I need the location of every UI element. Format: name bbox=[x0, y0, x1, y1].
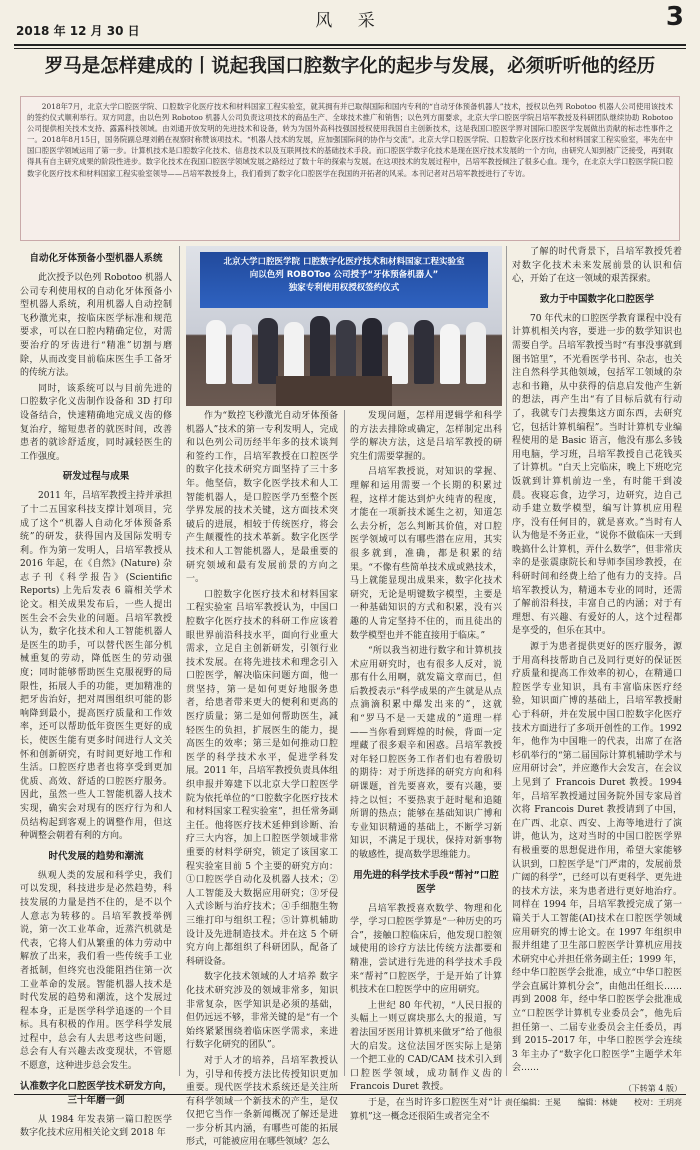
paragraph: 了解的时代背景下，吕培军教授凭着对数字化技术未来发展前景的认识和信心，开始了在这一领域的艰苦探索。 bbox=[512, 247, 682, 285]
signing-table bbox=[276, 376, 392, 406]
subheading: 自动化牙体预备小型机器人系统 bbox=[29, 253, 163, 264]
designer-credit: 编辑：林婕 bbox=[577, 1098, 618, 1107]
issue-date: 2018 年 12 月 30 日 bbox=[16, 24, 140, 38]
paragraph: 从 1984 年发表第一篇口腔医学数字化技术应用相关论文到 2018 年 bbox=[20, 1114, 172, 1139]
person-figure bbox=[336, 320, 356, 384]
column-3 bbox=[350, 410, 502, 1122]
banner-line: 向以色列 ROBOToo 公司授予“牙体预备机器人” bbox=[249, 270, 439, 280]
intro-box: 2018年7月，北京大学口腔医学院、口腔数字化医疗技术和材料国家工程实验室，就其拥有并已取得国际和国内专利的“自动牙体预备机器人”技术，授权以色列 Robotoo 机器人公司使用该技术的签约仪式顺利举行。双方同意，由以色列 Robotoo 机器人公司负责这项技术的商品生产、全球技术推广和销售；以色列方面要求，北京大学口腔医学院吕培军教授及科研团队继续协助 Robotoo 公司提供相关技术支持、露露科技领域。由刘通开放发明的先进技术和设备，转为为国外高科技强国授权使用我国自主创新技术，这是我国口腔医学界对国际口腔医学发展做出贡献的标志性事件之一。2018年8月15日，国务院副总理刘鹤在视察时称赞该项技术。“机器人技术的发展，应加强国际间的协作与交流”。北京大学口腔医学院、口腔数字化医疗技术和材料国家工程实验室，率先在中国口腔医学领域运用了第一步。计算机技术是口腔数字化技术、信息技术以及互联网技术的基础技术手段。而口腔医学数字化技术是现在医疗技术发展的一个方向，由研究人知到被广泛接受，再到取得具有自主研究成果的阶段性进步。数字化技术在我国口腔医学领域发展之路经过了数十年的探索与发展。在这项技术的发展过程中，吕培军教授倾注了很多心血。现今，在北京大学口腔医学院口腔数字化医疗技术和材料国家工程实验室领导——吕培军教授身上，我们看到了数字化口腔医学在我国的开拓者的风采。本刊记者对吕培军教授进行了专访。 bbox=[20, 96, 680, 241]
header-rule bbox=[14, 44, 686, 46]
paragraph: 数字化技术领域的人才培养 数字化技术研究涉及的领域非常多，知识非常复杂，医学知识是必须的基础，但仍远远不够，非常关键的是“有一个始终紧紧围绕着临床医学需求，来进行数字化研究的团队”。 bbox=[186, 972, 338, 1051]
proofreader-credit: 校对：王玥亮 bbox=[634, 1098, 682, 1107]
credits bbox=[491, 1097, 682, 1108]
paragraph: 2011 年，吕培军教授主持并承担了十二五国家科技支撑计划项目，完成了这个“机器人自动化牙体预备系统”的研发，获得国内及国际发明专利。作为第一发明人，吕培军教授从 2016 年起，在《自然》(Nature) 杂志子刊《科学报告》(Scientific Reports) 上先后发表 6 篇相关学术论文。相关成果发布后，一些人提出医生会不会失业的问题。吕培军教授认为，数字化技术和人工智能机器人是医生的助手，可以替代医生部分机械重复的劳动，降低医生的劳动强度；同时能够帮助医生克服视野的局限性，拓展人手的功能，更加精准的把牙齿治好，把对周围组织可能的影响降到最小，提高医疗质量和工作效率，还可以帮助低年资医生更好的成长，使医生能有更多时间进行人文关怀和创新研究，有时间更好地工作和生活。口腔医疗患者也将享受到更加优质、高效、舒适的口腔医疗服务。因此，虽然一些人工智能机器人技术实现，确实会对现有的医疗行为和人员结构起到客观上的调整作用，但这种调整会朝着有利的方向。 bbox=[20, 491, 172, 842]
paragraph: 源于为患者提供更好的医疗服务，源于用高科技帮助自己及同行更好的保证医疗质量和提高工作效率的初心，在精通口腔医学专业知识，具有丰富临床医疗经验，知识面广博的基础上，吕培军教授耐心于科研，并在发展中国口腔数字化医疗技术方面进行了多项开创性的工作。1992 年，他作为中国唯一的代表，出席了在洛杉矶举行的“第二届国际计算机辅助学术与应用研讨会”，并应邀作大会发言，在会议上见到了 Francois Duret 教授。1994 年，吕培军教授通过国务院外国专家局首次将 Francois Duret 教授请到了中国，在广西、北京、西安、上海等地进行了演讲，他认为，这对当时的中国口腔医学界有极重要的思想促进作用，希望大家能够认识到，口腔医学是“门严肃的，发展前景广阔的科学”，已经可以有更科学、更先进的技术方法，来为患者进行更好地治疗。同样在 1994 年，吕培军教授完成了第一篇关于人工智能(AI)技术在口腔医学领域应用研究的博士论文。在 1997 年组织申报并组建了卫生部口腔医学计算机应用技术研究中心并担任常务副主任；1999 年，经中华口腔医学会批准，成立“中华口腔医学会直属计算机分会”，由他出任组长……再到 2008 年，经中华口腔医学会批准成立“口腔医学计算机专业委员会”，他先后担任第一、二届专业委员会主任委员，再到 2015–2017 年，中华口腔医学会连续 3 年主办了“数字化口腔医学”主题学术年会…… bbox=[512, 642, 682, 1074]
person-figure bbox=[388, 322, 408, 384]
editor-credit: 责任编辑：王冕 bbox=[504, 1098, 561, 1107]
subheading: 时代发展的趋势和潮流 bbox=[48, 850, 144, 862]
paragraph: “所以我当初进行数字和计算机技术应用研究时，也有很多人反对，说那有什么用啊，就发篇文章而已，但后教授表示“科学成果的产生就是从点点滴滴积累中爆发出来的”，这就和“罗马不是一天建成的”道理一样——当你看到辉煌的时候，背面一定埋藏了很多艰辛和困惑。吕培军教授对年轻口腔医务工作者们也有着殷切的期待：对于所选择的研究方向和科研课题，首先要喜欢，要有兴趣，要持之以恒；不要热衷于赶时髦和追随所谓的热点；能够在基础知识广博和专业知识精通的基础上，不断学习新知识，不满足于现状，保持对新事物的敏感性，提高数学思维能力。 bbox=[350, 646, 502, 860]
paragraph: 上世纪 80 年代初，“人民日报的头幅上一则豆腐块那么大的报道，写着法国牙医用计算机来做牙”给了他很大的启发。这位法国牙医实际上是第一个把工业的 CAD/CAM 技术引入到口腔医学领域，成功制作义齿的 Francois Duret 教授。 bbox=[350, 1000, 502, 1093]
column-4 bbox=[512, 246, 682, 1076]
paragraph: 70 年代末的口腔医学教育课程中没有计算机相关内容，要进一步的数学知识也需要自学。吕培军教授当时“有事没事就到图书馆里”，不光看医学书刊、杂志，也关注自然科学其他领域，包括军工领域的杂志和书籍，从中获得的信息启发他产生新的想法，再产生出“有了目标后就有行动了，我就专门去搜集这方面东西，去研究它，包括计算机编程”。当时计算机专业编程使用的是 Basic 语言，他没有那么多钱用电脑，学习班，吕培军教授自己花钱买了计算机。“白天上完临床，晚上下班吃完饭就到计算机前边一坐，有时能干到凌晨。夜寝忘食，边学习，边研究，边自己动手建立数学模型，编写计算机应用程序，没有任何目的，就是喜欢。”当时有人认为他是不务正业，“说你不做临床一天到晚搞什么计算机，弄什么数学”，但非常庆幸的是张震康院长和导师李国珍教授，在科研时间和经费上给了他有力的支持。吕培军教授认为，精通本专业的同时，还需了解前沿科技，丰富自己的内涵；对于有理想、有兴趣、有爱好的人，这个过程都是享受的，但乐在其中。 bbox=[512, 313, 682, 637]
person-figure bbox=[206, 320, 226, 384]
paragraph: 纵观人类的发展和科学史，我们可以发现，科技进步是必然趋势，科技发展的力量是挡不住的，是不以个人意志为转移的。吕培军教授举例说，第一次工业革命，近蒸汽机就是代表，它将人们从繁重的体力劳动中解放了出来，我们看一些传统手工业者抵制，但终究也没能阻挡住第一次工业革命的发展。智能机器人技术是时代发展的趋势和潮流，这个发展过程本身，正是医学科学追逐的一个目标。具有积极的作用。医学科学发展过程中，总会有人去思考这些问题，总会有人有兴趣去改变现状，不管愿不愿意，这种进步总会发生。 bbox=[20, 870, 172, 1072]
paragraph: 此次授予以色列 Robotoo 机器人公司专利使用权的自动化牙体预备小型机器人系统，利用机器人自动控制飞秒激光束，按临床医学标准和规范要求，可以在口腔内精确定位，对需要治疗的牙齿进行“精准”切割与磨除，从而改变目前临床医生手工备牙的传统方法。 bbox=[20, 273, 172, 379]
person-figure bbox=[310, 316, 330, 384]
paragraph: 口腔数字化医疗技术和材料国家工程实验室 吕培军教授认为，中国口腔数字化医疗技术的科研工作应该着眼世界前沿科技水平，面向行业重大需求，立足自主创新研发，引领行业技术发展。在将先进技术和理念引入口腔医学，解决临床问题方面，他一贯坚持，第一是如何更好地服务患者，给患者带来更大的便利和更高的医疗质量；第二是如何帮助医生，减轻医生的负担，扩展医生的能力，提高医生的效率；第三是如何推动口腔医学的科学技术水平，促进学科发展。2011 年，吕培军教授负责具体组织申报并筹建下以北京大学口腔医学院为依托单位的“口腔数字化医疗技术和材料国家工程实验室”，担任常务副主任。他将医疗技术延伸到诊断、治疗三大内容，加上口腔医学领域非常重要的材料学研究，锁定了该国家工程实验室目前 5 个主要的研究方向：①口腔医学自动化及机器人技术；②人工智能及大数据应用研究；③牙侵入式诊断与治疗技术；④手细胞生物三维打印与组织工程；⑤计算机辅助设计及先进制造技术。并在这 5 个研究方向上都组织了科研团队，配备了科研设备。 bbox=[186, 589, 338, 967]
headline: 罗马是怎样建成的丨说起我国口腔数字化的起步与发展，必须听听他的经历 bbox=[44, 56, 656, 77]
continued-note: （下转第 4 版） bbox=[623, 1084, 682, 1093]
column-1 bbox=[20, 246, 173, 1139]
section-name: 风 采 bbox=[315, 11, 385, 31]
photo-banner bbox=[200, 252, 488, 308]
subheading: 认准数字化口腔医学技术研发方向，三十年磨一剑 bbox=[20, 1080, 173, 1106]
person-figure bbox=[414, 320, 434, 384]
page-number: 3 bbox=[665, 2, 684, 32]
paragraph: 作为“数控飞秒激光自动牙体预备机器人”技术的第一专利发明人，完成和以色列公司历经半年多的技术谈判和签约工作，吕培军教授在口腔医学的数字化技术研究方面坚持了三十多年。他坚信，数字化医学技术和人工智能机器人，是口腔医学乃至整个医学界发展的技术关键，这方面技术突破后的进展，相较于传统医疗，将会产生颠覆性的技术革新。数字化医学技术和人工智能机器人，是最重要的研究领域和最有发展前景的方向之一。 bbox=[186, 411, 338, 585]
banner-line: 独家专利使用权授权签约仪式 bbox=[288, 283, 400, 293]
subheading: 研发过程与成果 bbox=[62, 471, 130, 483]
page-header bbox=[14, 0, 686, 46]
paragraph: 于是，在当时许多口腔医生对“计算机”这一概念还很陌生或者完全不 bbox=[350, 1097, 502, 1122]
signing-ceremony-photo bbox=[186, 246, 502, 406]
column-divider bbox=[344, 410, 345, 1076]
person-figure bbox=[232, 324, 252, 384]
column-divider bbox=[179, 246, 180, 1076]
person-figure bbox=[284, 322, 304, 384]
paragraph: 吕培军教授喜欢数学、物理和化学，学习口腔医学算是“一种历史的巧合”，接触口腔临床后，他发现口腔领域使用的诊疗方法比传统方法都要和精准，尝试进行先进的科学技术手段来“帮衬”口腔医学，于是开始了计算机技术在口腔医学中的应用研究。 bbox=[350, 903, 502, 996]
paragraph: 发现问题，怎样用逻辑学和科学的方法去排除或确定，怎样制定出科学的解决方法，这是吕培军教授的研究生们需要掌握的。 bbox=[350, 411, 502, 462]
paragraph: 吕培军教授说，对知识的掌握、理解和运用需要一个长期的积累过程，这样才能达到炉火纯青的程度，才能在一项新技术诞生之初，知道怎么去分析，怎么判断其价值，对口腔医学领域可以有哪些潜在应用，其实很多就到，准确，都是积累的结果。“不像有些简单技术成或熟技术，马上就能显现出成果来，数字化技术研究，无论是明键数字模型，主要是一种基础知识的方式和积累，没有兴趣的人肯定坚持不住的，而且徒出的数学模型也并不能直接用于临床。” bbox=[350, 467, 502, 641]
subheading: 用先进的科学技术手段“帮衬”口腔医学 bbox=[353, 869, 499, 895]
banner-line: 北京大学口腔医学院 口腔数字化医疗技术和材料国家工程实验室 bbox=[223, 257, 465, 267]
column-divider bbox=[506, 246, 507, 1076]
person-figure bbox=[258, 318, 278, 384]
person-figure bbox=[362, 318, 382, 384]
person-figure bbox=[466, 322, 486, 384]
person-figure bbox=[440, 324, 460, 384]
paragraph: 同时，该系统可以与目前先进的口腔数字化义齿制作设备和 3D 打印设备结合，快速精确地完成义齿的修复治疗，缩短患者的就医时间，改善患者的就诊舒适度，同时减轻医生的工作强度。 bbox=[20, 383, 172, 462]
paragraph: 对于人才的培养，吕培军教授认为，引导和传授方法比传授知识更加重要。现代医学技术系统还是关注所有科学领域一个新技术的产生，是仅仅把它当作一条新闻概况了解还是进一步分析其内涵，有哪些可能的拓展形式，可能被应用在哪些领域？怎么 bbox=[186, 1055, 338, 1148]
column-2 bbox=[186, 410, 338, 1148]
subheading: 致力于中国数字化口腔医学 bbox=[539, 293, 654, 305]
footer-rule bbox=[14, 1094, 686, 1095]
header-rule-thin bbox=[14, 48, 686, 49]
